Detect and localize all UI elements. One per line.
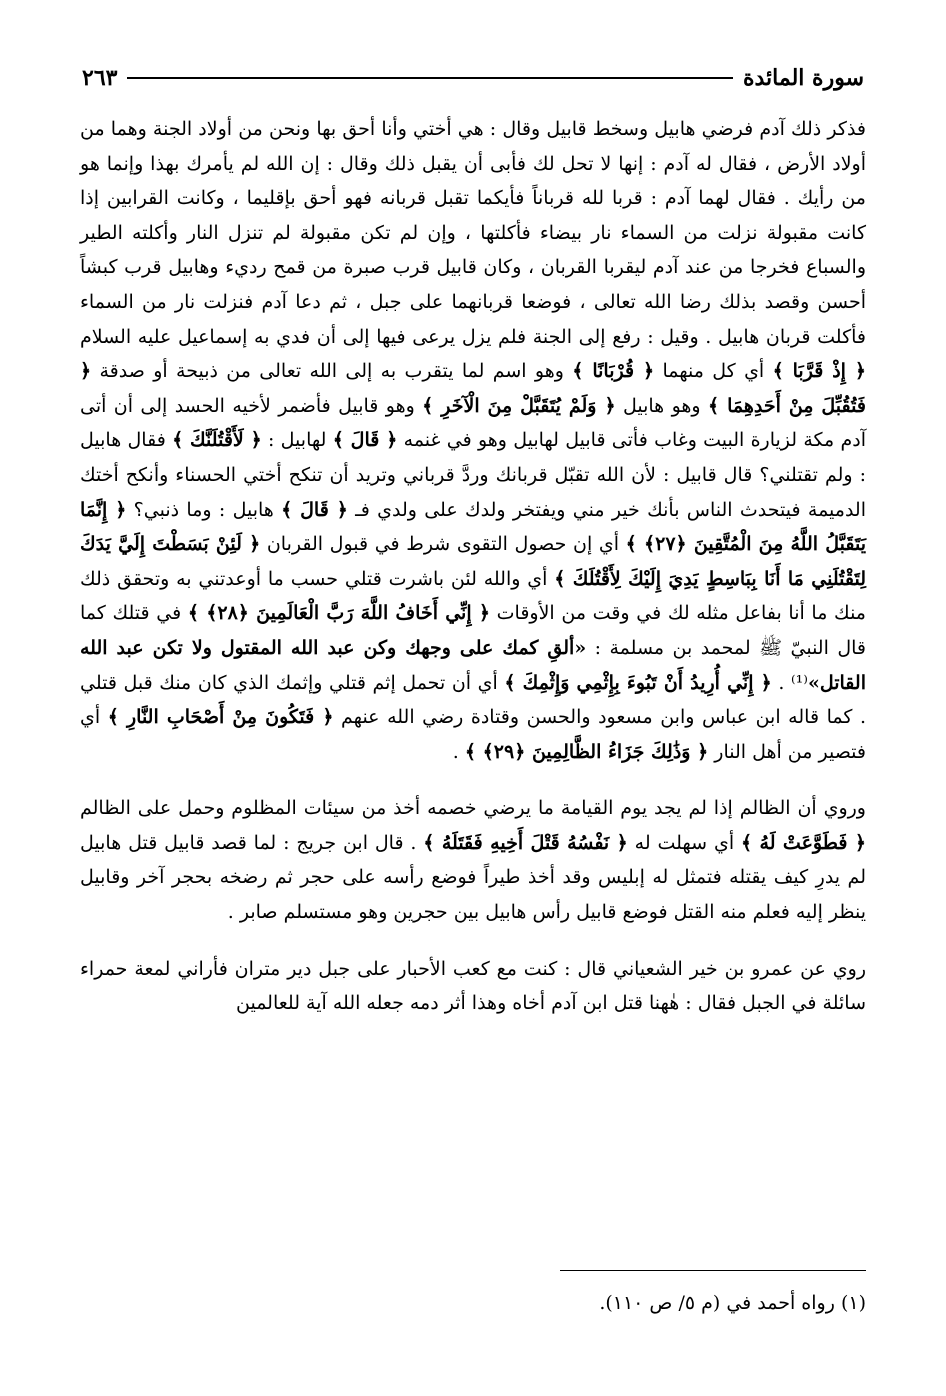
paragraph xyxy=(80,952,866,1021)
footnote xyxy=(80,1286,866,1320)
quran-verse: ﴿ وَذَٰلِكَ جَزَاءُ الظَّالِمِينَ ﴿٢٩﴾ ﴾ xyxy=(464,740,709,763)
text-segment: أي أن تحمل إثم قتلي وإثمك الذي كان منك قبل قتلي . كما قاله ابن عباس وابن مسعود والحسن وقتادة رضي الله عنهم xyxy=(80,671,866,729)
text-segment: وهو قابيل فأضمر لأخيه الحسد إلى أن أتى آدم مكة لزيارة البيت وغاب فأتى قابيل لهابيل وهو في غنمه xyxy=(80,394,866,452)
quran-verse: ﴿ فَتُقُبِّلَ مِنْ أَحَدِهِمَا ﴾ xyxy=(80,360,866,417)
text-segment: أي كل منهما xyxy=(654,360,773,383)
text-segment: أي والله لئن باشرت قتلي حسب ما أوعدتني به وتحقق ذلك منك ما أنا بفاعل مثله لك في وقت من الأوقات xyxy=(80,567,866,625)
text-segment: . xyxy=(452,740,465,763)
surah-title: سورة المائدة xyxy=(742,65,864,91)
quran-verse: ﴿ لَأَقْتُلَنَّكَ ﴾ xyxy=(172,429,262,452)
footnote-text: رواه أحمد في (م ٥/ ص ١١٠). xyxy=(599,1292,835,1314)
quran-verse: ﴿ قَالَ ﴾ xyxy=(281,498,348,521)
page-number: ٢٦٣ xyxy=(82,65,118,91)
header-rule xyxy=(127,77,733,79)
quran-verse: ﴿ إِنِّي أُرِيدُ أَنْ تَبُوءَ بِإِثْمِي وَإِثْمِكَ ﴾ xyxy=(504,671,772,694)
text-segment: . قال ابن جريج : لما قصد قابيل قتل هابيل لم يدرِ كيف يقتله فتمثل له إبليس وقد أخذ طيراً فوضع رأسه على حجر ثم رضخه بحجر آخر وقابيل ينظر إليه فعلم منه القتل فوضع قابيل رأس هابيل بين حجرين وهو مستسلم صابر . xyxy=(80,831,866,924)
quran-verse: ﴿ نَفْسُهُ قَتْلَ أَخِيهِ فَقَتَلَهُ ﴾ xyxy=(423,831,628,854)
text-segment: أي سهلت له xyxy=(627,831,741,854)
quran-verse: ﴿ إِذْ قَرَّبَا ﴾ xyxy=(772,360,866,383)
text-segment: فذكر ذلك آدم فرضي هابيل وسخط قابيل وقال : هي أختي وأنا أحق بها ونحن من أولاد الجنة وهما من أولاد الأرض ، فقال له آدم : إنها لا تحل لك فأبى أن يقبل ذلك وقال : إن الله لم يأمرك بهذا وإنما هو من رأيك . فقال لهما آدم : قربا لله قرباناً فأيكما تقبل قربانه فهو أحق بإقليما ، وكانت القرابين إذا كانت مقبولة نزلت من السماء نار بيضاء فأكلتها ، وإن لم تكن مقبولة لم تنزل النار وأكلته الطير والسباع فخرجا من عند آدم ليقربا القربان ، وكان قابيل قرب صبرة من قمح رديء وهابيل قرب كبشاً أحسن وقصد بذلك رضا الله تعالى ، فوضعا قربانهما على جبل ، ثم دعا آدم فنزلت نار من السماء فأكلت قربان هابيل . وقيل : رفع إلى الجنة فلم يزل يرعى فيها إلى أن فدي به إسماعيل عليه السلام xyxy=(80,118,866,348)
quran-verse: «ألقِ كمك على وجهك وكن عبد الله المقتول ولا تكن عبد الله القاتل» xyxy=(80,636,866,694)
text-segment: أي إن حصول التقوى شرط في قبول القربان xyxy=(260,533,626,556)
text-segment: وروي أن الظالم إذا لم يجد يوم القيامة ما يرضي خصمه أخذ من سيئات المظلوم وحمل على الظالم xyxy=(80,797,866,820)
paragraph xyxy=(80,791,866,929)
footnote-divider xyxy=(560,1270,866,1271)
page-header xyxy=(82,58,864,98)
quran-verse: ﴿ لَئِنْ بَسَطْتَ إِلَيَّ يَدَكَ لِتَقْتُلَنِي مَا أَنَا بِبَاسِطٍ يَدِيَ إِلَيْكَ لِأَقْتُلَكَ ﴾ xyxy=(80,533,866,590)
quran-verse: ﴿ قُرْبَانًا ﴾ xyxy=(572,360,655,383)
text-segment: أي فتصير من أهل النار xyxy=(80,706,866,763)
quran-verse: ﴿ فَتَكُونَ مِنْ أَصْحَابِ النَّارِ ﴾ xyxy=(107,706,334,729)
quran-verse: ﴿ وَلَمْ يُتَقَبَّلْ مِنَ الْآخَرِ ﴾ xyxy=(422,394,616,417)
text-segment: لهابيل : xyxy=(261,429,333,452)
text-segment: روي عن عمرو بن خير الشعياني قال : كنت مع كعب الأحبار على جبل دير متران فأراني لمعة حمراء سائلة في الجبل فقال : هٰهنا قتل ابن آدم أخاه وهذا أثر دمه جعله الله آية للعالمين xyxy=(80,957,866,1015)
text-segment: وهو اسم لما يتقرب به إلى الله تعالى من ذبيحة أو صدقة xyxy=(91,360,573,383)
quran-verse: ﴿ قَالَ ﴾ xyxy=(332,429,398,452)
text-segment: هابيل : وما ذنبي؟ xyxy=(126,498,282,521)
text-segment: ⁽¹⁾ . xyxy=(771,671,808,694)
body-text xyxy=(80,112,866,1021)
text-segment: فقال هابيل : ولم تقتلني؟ قال قابيل : لأن الله تقبّل قربانك وردَّ قرباني وتريد أن تنكح أختي الحسناء وأنكح أختك الدميمة فيتحدث الناس بأنك خير مني ويفتخر ولدك على ولدي فـ xyxy=(80,429,866,521)
quran-verse: ﴿ إِنَّمَا يَتَقَبَّلُ اللَّهُ مِنَ الْمُتَّقِينَ ﴿٢٧﴾ ﴾ xyxy=(80,498,866,556)
text-segment: وهو هابيل xyxy=(615,394,708,417)
quran-verse: ﴿ إِنِّي أَخَافُ اللَّهَ رَبَّ الْعَالَمِينَ ﴿٢٨﴾ ﴾ xyxy=(187,602,490,625)
text-segment: في قتلك كما قال النبيّ ﷺ لمحمد بن مسلمة : xyxy=(80,602,866,659)
paragraph xyxy=(80,112,866,769)
quran-verse: ﴿ فَطَوَّعَتْ لَهُ ﴾ xyxy=(740,831,866,854)
footnote-marker: (١) xyxy=(840,1292,866,1314)
